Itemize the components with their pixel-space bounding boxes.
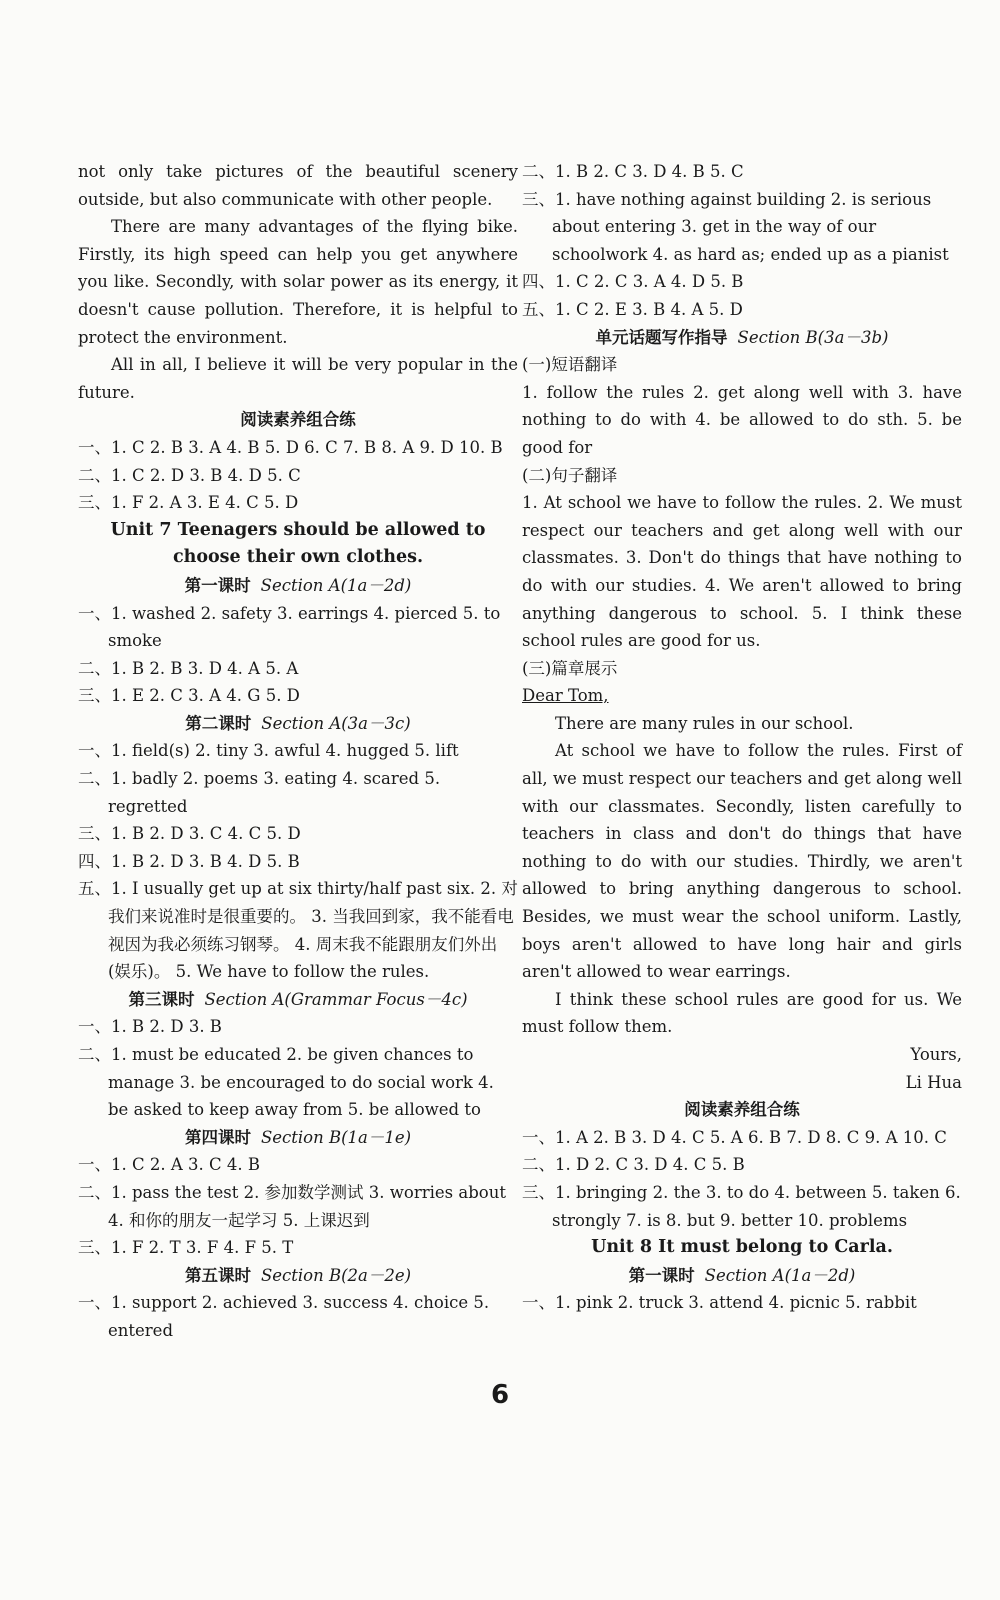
answer-line: 二、1. badly 2. poems 3. eating 4. scared 5. regretted xyxy=(78,769,441,816)
answer-line: 二、1. pass the test 2. 参加数学测试 3. worries about 4. 和你的朋友一起学习 5. 上课迟到 xyxy=(78,1182,506,1230)
answer-line: 一、1. B 2. D 3. B xyxy=(78,1017,222,1037)
writing-guide-heading: 单元话题写作指导 Section B(3a－3b) xyxy=(595,327,889,347)
letter-paragraph: At school we have to follow the rules. First of all, we must respect our teachers and get along well with our classmates. Secondly, listen carefully to teachers in class and don't do things that have nothing to do with our studies. Thirdly, we aren't allowed to bring anything dangerous to school. Besides, we must wear the school uniform. Lastly, boys aren't allowed to have long hair and girls aren't allowed to wear earrings. xyxy=(522,741,962,982)
unit-7-title: Unit 7 Teenagers should be allowed to choose their own clothes. xyxy=(110,519,486,568)
lesson-heading: 第二课时 Section A(3a－3c) xyxy=(185,713,411,733)
reading-practice-heading: 阅读素养组合练 xyxy=(684,1100,800,1120)
answer-line: 二、1. B 2. B 3. D 4. A 5. A xyxy=(78,658,299,678)
right-column xyxy=(522,158,962,1317)
answer-line: 三、1. E 2. C 3. A 4. G 5. D xyxy=(78,686,300,706)
answer-line: 三、1. bringing 2. the 3. to do 4. between 5. taken 6. strongly 7. is 8. but 9. better 10. problems xyxy=(522,1182,961,1230)
lesson-heading: 第五课时 Section B(2a－2e) xyxy=(184,1265,412,1285)
essay-paragraph: not only take pictures of the beautiful scenery outside, but also communicate with other people. xyxy=(78,162,518,209)
letter-paragraph: There are many rules in our school. xyxy=(555,713,854,733)
answer-line: 四、1. B 2. D 3. B 4. D 5. B xyxy=(78,851,300,871)
letter-paragraph: I think these school rules are good for us. We must follow them. xyxy=(522,989,962,1037)
lesson-heading: 第一课时 Section A(1a－2d) xyxy=(628,1265,856,1285)
answer-line: 三、1. have nothing against building 2. is serious about entering 3. get in the way of our schoolwork 4. as hard as; ended up as a pianist xyxy=(522,189,949,264)
lesson-heading: 第一课时 Section A(1a－2d) xyxy=(184,575,412,595)
passage-heading: (三)篇章展示 xyxy=(522,658,618,678)
answer-line: 五、1. I usually get up at six thirty/half past six. 2. 对我们来说准时是很重要的。 3. 当我回到家，我不能看电视因为我必须练习钢琴。 4. 周末我不能跟朋友们外出(娱乐)。 5. We have to follow the rules. xyxy=(78,879,518,982)
answer-line: 一、1. pink 2. truck 3. attend 4. picnic 5. rabbit xyxy=(522,1293,917,1313)
lesson-heading: 第三课时 Section A(Grammar Focus－4c) xyxy=(128,989,468,1009)
answer-line: 三、1. F 2. T 3. F 4. F 5. T xyxy=(78,1238,294,1258)
sentence-translation-heading: (二)句子翻译 xyxy=(522,465,618,485)
answer-line: 一、1. C 2. B 3. A 4. B 5. D 6. C 7. B 8. A 9. D 10. B xyxy=(78,437,503,457)
answer-line: 二、1. must be educated 2. be given chances to manage 3. be encouraged to do social work 4. be asked to keep away from 5. be allowed to xyxy=(78,1045,494,1120)
answer-line: 五、1. C 2. E 3. B 4. A 5. D xyxy=(522,299,743,319)
essay-paragraph: All in all, I believe it will be very popular in the future. xyxy=(78,355,518,402)
answer-line: 二、1. D 2. C 3. D 4. C 5. B xyxy=(522,1155,745,1175)
letter-closing: Yours, xyxy=(910,1045,962,1064)
phrase-translation-heading: (一)短语翻译 xyxy=(522,355,618,375)
answer-line: 三、1. B 2. D 3. C 4. C 5. D xyxy=(78,824,301,844)
essay-paragraph: There are many advantages of the flying bike. Firstly, its high speed can help you get anywhere you like. Secondly, with solar power as its energy, it doesn't cause pollution. Therefore, it is helpful to protect the environment. xyxy=(78,217,518,347)
left-column xyxy=(78,158,518,1345)
letter-signature: Li Hua xyxy=(905,1072,962,1092)
answer-line: 一、1. C 2. A 3. C 4. B xyxy=(78,1155,260,1175)
answer-line: 一、1. field(s) 2. tiny 3. awful 4. hugged 5. lift xyxy=(78,741,459,761)
answer-line: 二、1. C 2. D 3. B 4. D 5. C xyxy=(78,465,301,485)
answer-line: 四、1. C 2. C 3. A 4. D 5. B xyxy=(522,272,744,292)
answer-line: 一、1. washed 2. safety 3. earrings 4. pierced 5. to smoke xyxy=(78,603,501,651)
page-number: 6 xyxy=(490,1380,510,1410)
answer-line: 三、1. F 2. A 3. E 4. C 5. D xyxy=(78,493,299,513)
reading-practice-heading: 阅读素养组合练 xyxy=(240,410,356,430)
phrase-translation-answers: 1. follow the rules 2. get along well with 3. have nothing to do with 4. be allowed to do sth. 5. be good for xyxy=(522,382,962,457)
answer-line: 一、1. support 2. achieved 3. success 4. choice 5. entered xyxy=(78,1293,490,1340)
answer-line: 一、1. A 2. B 3. D 4. C 5. A 6. B 7. D 8. C 9. A 10. C xyxy=(522,1127,947,1147)
lesson-heading: 第四课时 Section B(1a－1e) xyxy=(184,1127,412,1147)
sentence-translation-answers: 1. At school we have to follow the rules. 2. We must respect our teachers and get along well with our classmates. 3. Don't do things that have nothing to do with our studies. 4. We aren't allowed to bring anything dangerous to school. 5. I think these school rules are good for us. xyxy=(522,493,962,651)
answer-line: 二、1. B 2. C 3. D 4. B 5. C xyxy=(522,162,744,181)
unit-8-title: Unit 8 It must belong to Carla. xyxy=(591,1237,893,1258)
letter-greeting: Dear Tom, xyxy=(522,686,609,706)
